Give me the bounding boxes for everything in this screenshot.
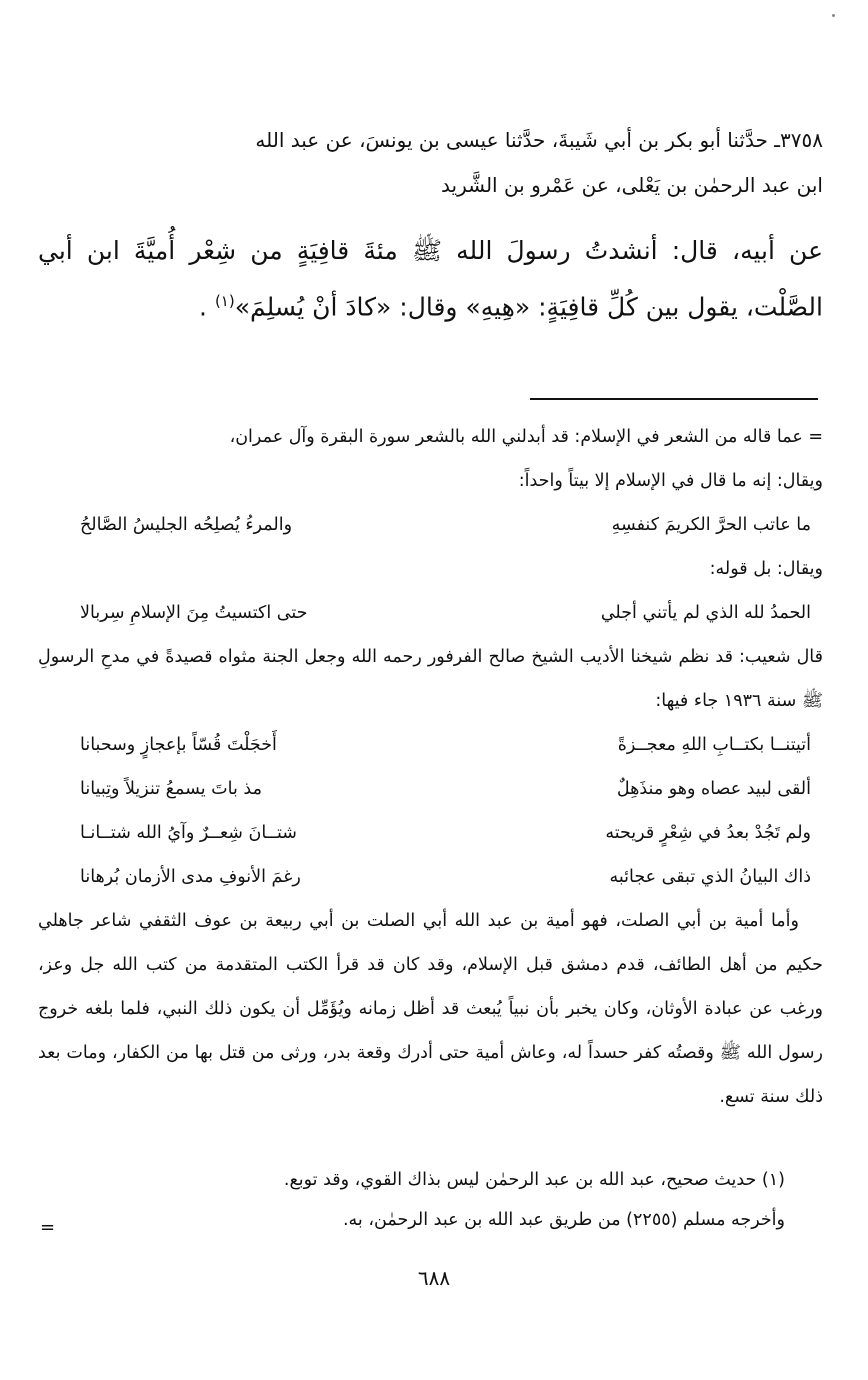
- commentary-said-2: ويقال: بل قوله:: [709, 559, 823, 579]
- verse-2-second-hemistich: حتى اكتسيتُ مِنَ الإسلامِ سِربالا: [80, 603, 308, 623]
- isnad-line-2: ابن عبد الرحمٰن بن يَعْلى، عن عَمْرو بن الشَّريد: [441, 173, 823, 197]
- hadith-isnad: [38, 118, 823, 208]
- commentary-said-1: ويقال: إنه ما قال في الإسلام إلا بيتاً واحداً:: [518, 471, 823, 491]
- matn-body: عن أبيه، قال: أنشدتُ رسولَ الله ﷺ مئةَ قافِيَةٍ من شِعْر أُميَّةَ ابن أبي الصَّلْت، يقول بين كُلِّ قافِيَةٍ: «هِيهِ» وقال: «كادَ أنْ يُسلِمَ»: [38, 236, 823, 322]
- poem-verse-second: أَخجَلْتَ قُسّاً بإعجازٍ وسحبانا: [80, 735, 277, 755]
- verse-1: [38, 503, 823, 547]
- poem-verse: [38, 723, 823, 767]
- footnote-1-continued: وأخرجه مسلم (٢٢٥٥) من طريق عبد الله بن عبد الرحمٰن، به.: [342, 1210, 785, 1230]
- page-number: ٦٨٨: [417, 1266, 451, 1290]
- poem-verse-second: مذ باتَ يسمعُ تنزيلاً وتِبيانا: [80, 779, 262, 799]
- poem-verse: [38, 855, 823, 899]
- commentary-shuaib: قال شعيب: قد نظم شيخنا الأديب الشيخ صالح الفرفور رحمه الله وجعل الجنة مثواه قصيدةً في مدحِ الرسولِ ﷺ سنة ١٩٣٦ جاء فيها:: [38, 647, 823, 711]
- commentary: [38, 415, 823, 1119]
- footnote-separator: [530, 398, 818, 400]
- verse-1-first-hemistich: ما عاتب الحرَّ الكريمَ كنفسِهِ: [611, 515, 811, 535]
- footnote-1: (١) حديث صحيح، عبد الله بن عبد الرحمٰن ليس بذاك القوي، وقد توبع.: [283, 1170, 785, 1190]
- verse-2: [38, 591, 823, 635]
- poem-verse-second: شتــانَ شِعــرٌ وآيُ الله شتــانـا: [80, 823, 297, 843]
- poem-verse: [38, 767, 823, 811]
- matn-end-mark: .: [199, 292, 207, 322]
- footnotes: [38, 1160, 823, 1240]
- commentary-intro: = عما قاله من الشعر في الإسلام: قد أبدلني الله بالشعر سورة البقرة وآل عمران،: [229, 427, 823, 447]
- poem-verse-first: ذاك البيانُ الذي تبقى عجائبه: [609, 867, 811, 887]
- poem-verse-second: رغمَ الأنوفِ مدى الأزمان بُرهانا: [80, 867, 301, 887]
- poem-verse: [38, 811, 823, 855]
- poem-verse-first: أتيتنــا بكتــابِ اللهِ معجــزةً: [617, 735, 811, 755]
- poem-verse-first: ولم تَجُدْ بعدُ في شِعْرٍ قريحته: [605, 823, 811, 843]
- poem: [38, 723, 823, 899]
- hadith-matn: [38, 226, 823, 332]
- isnad-line-1: ٣٧٥٨ـ حدَّثنا أبو بكر بن أبي شَيبةَ، حدَّثنا عيسى بن يونسَ، عن عبد الله: [255, 128, 823, 152]
- verse-1-second-hemistich: والمرءُ يُصلِحُه الجليسُ الصَّالحُ: [80, 515, 293, 535]
- matn-text: [38, 226, 823, 332]
- verse-2-first-hemistich: الحمدُ لله الذي لم يأتني أجلي: [600, 603, 811, 623]
- continuation-mark: =: [40, 1217, 56, 1238]
- commentary-umayya: وأما أمية بن أبي الصلت، فهو أمية بن عبد الله أبي الصلت بن أبي ربيعة بن عوف الثقفي شاعر جاهلي حكيم من أهل الطائف، قدم دمشق قبل الإسلام، وقد كان قد قرأ الكتب المتقدمة من كتب الله جل وعز، ورغب عن عبادة الأوثان، وكان يخبر بأن نبياً يُبعث قد أظل زمانه ويُؤَمِّل أن يكون ذلك النبي، فلما بلغه خروج رسول الله ﷺ وقصتُه كفر حسداً له، وعاش أمية حتى أدرك وقعة بدر، ورثى من قتل بها من الكفار، ومات بعد ذلك سنة تسع.: [38, 911, 823, 1107]
- scan-speck: [832, 14, 835, 17]
- footnote-ref: (١): [214, 292, 235, 310]
- poem-verse-first: ألقى لبيد عصاه وهو منذَهِلٌ: [616, 779, 811, 799]
